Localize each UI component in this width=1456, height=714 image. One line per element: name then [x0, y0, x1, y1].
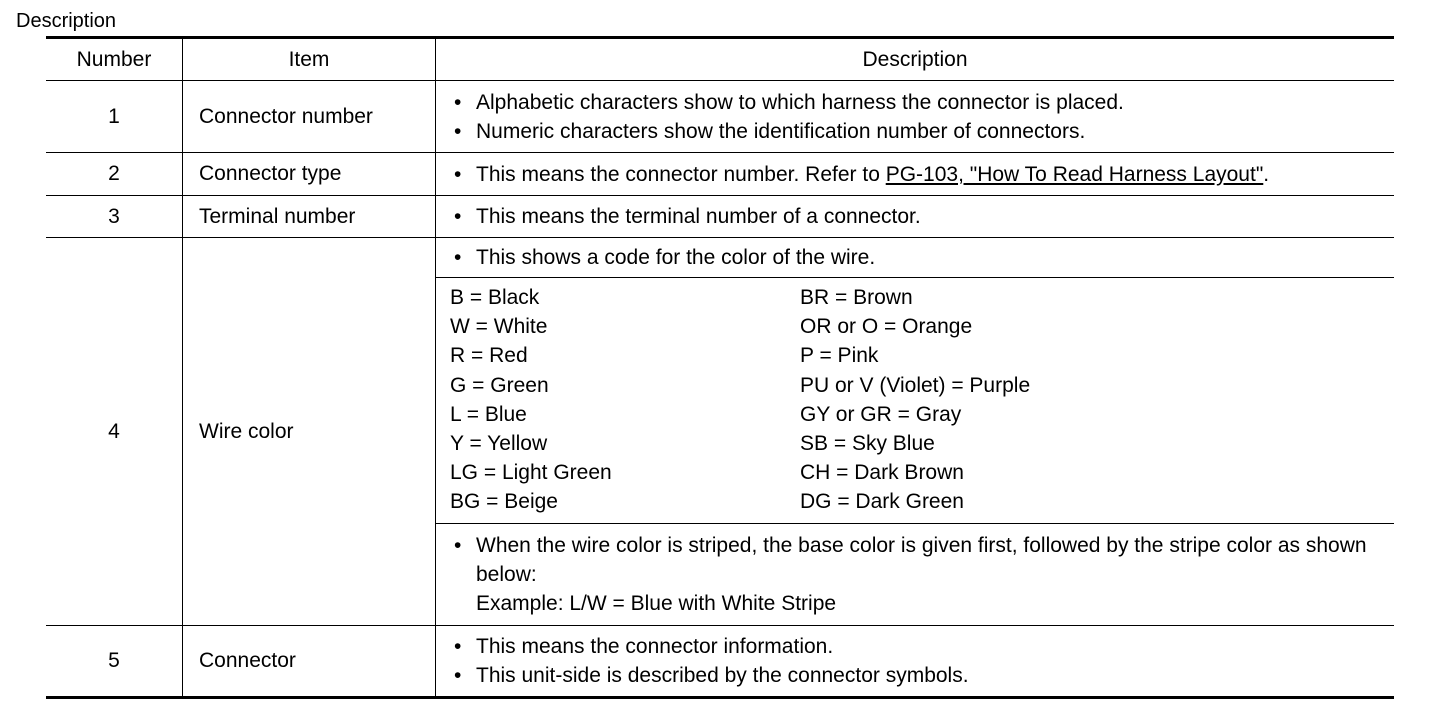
color-code-list — [436, 278, 1394, 524]
color-code: B = Black — [450, 286, 540, 309]
wire-color-intro — [436, 238, 1394, 278]
color-codes-left — [450, 283, 800, 517]
color-code: BR = Brown — [800, 286, 913, 309]
color-code: LG = Light Green — [450, 461, 612, 485]
table-row — [46, 238, 1394, 626]
color-code: Y = Yellow — [450, 432, 548, 456]
row-item: Terminal number — [183, 196, 436, 238]
row-description — [436, 238, 1395, 626]
color-code: G = Green — [450, 373, 549, 397]
row-item: Connector — [183, 626, 436, 698]
description-table — [46, 36, 1394, 699]
color-code: W = White — [450, 315, 548, 339]
color-code: OR or O = Orange — [800, 315, 973, 339]
row-number: 1 — [46, 81, 183, 153]
color-code: SB = Sky Blue — [800, 432, 935, 456]
row-number: 3 — [46, 196, 183, 238]
table-row — [46, 196, 1394, 238]
bullet-item: • Alphabetic characters show to which harness the connector is placed. — [454, 90, 1124, 114]
row-item: Wire color — [183, 238, 436, 626]
row-item: Connector type — [183, 153, 436, 196]
color-code: GY or GR = Gray — [800, 402, 962, 426]
color-codes-right — [800, 283, 1150, 517]
row-number: 4 — [46, 238, 183, 626]
row-description — [436, 153, 1395, 196]
color-code: P = Pink — [800, 344, 879, 368]
row-description — [436, 81, 1395, 153]
reference-link[interactable]: PG-103, "How To Read Harness Layout" — [885, 162, 1264, 186]
color-code: BG = Beige — [450, 490, 558, 514]
row-number: 2 — [46, 153, 183, 196]
stripe-note — [436, 524, 1394, 625]
color-code: L = Blue — [450, 402, 527, 426]
bullet-item: • This unit-side is described by the connector symbols. — [454, 664, 969, 687]
header-row — [46, 38, 1394, 81]
table-row — [46, 81, 1394, 153]
color-code: CH = Dark Brown — [800, 461, 964, 485]
header-item: Item — [183, 38, 436, 81]
bullet-item: • This means the connector number. Refer to PG-103, "How To Read Harness Layout". — [454, 162, 1270, 186]
row-description — [436, 626, 1395, 698]
bullet-item: • Numeric characters show the identification number of connectors. — [454, 119, 1086, 143]
color-code: R = Red — [450, 344, 528, 368]
header-number: Number — [46, 38, 183, 81]
bullet-item: • This means the terminal number of a connector. — [454, 205, 921, 228]
header-description: Description — [436, 38, 1395, 81]
row-item: Connector number — [183, 81, 436, 153]
color-code: PU or V (Violet) = Purple — [800, 373, 1031, 397]
color-code: DG = Dark Green — [800, 490, 964, 514]
bullet-item: • This shows a code for the color of the wire. — [454, 246, 876, 269]
row-number: 5 — [46, 626, 183, 698]
bullet-item: • This means the connector information. — [454, 635, 834, 658]
section-caption: Description — [16, 10, 117, 32]
row-description — [436, 196, 1395, 238]
bullet-item: • When the wire color is striped, the base color is given first, followed by the stripe color as shown below: Example: L/W = Blue with White Stripe — [454, 534, 1367, 615]
table-row — [46, 626, 1394, 698]
table-row — [46, 153, 1394, 196]
